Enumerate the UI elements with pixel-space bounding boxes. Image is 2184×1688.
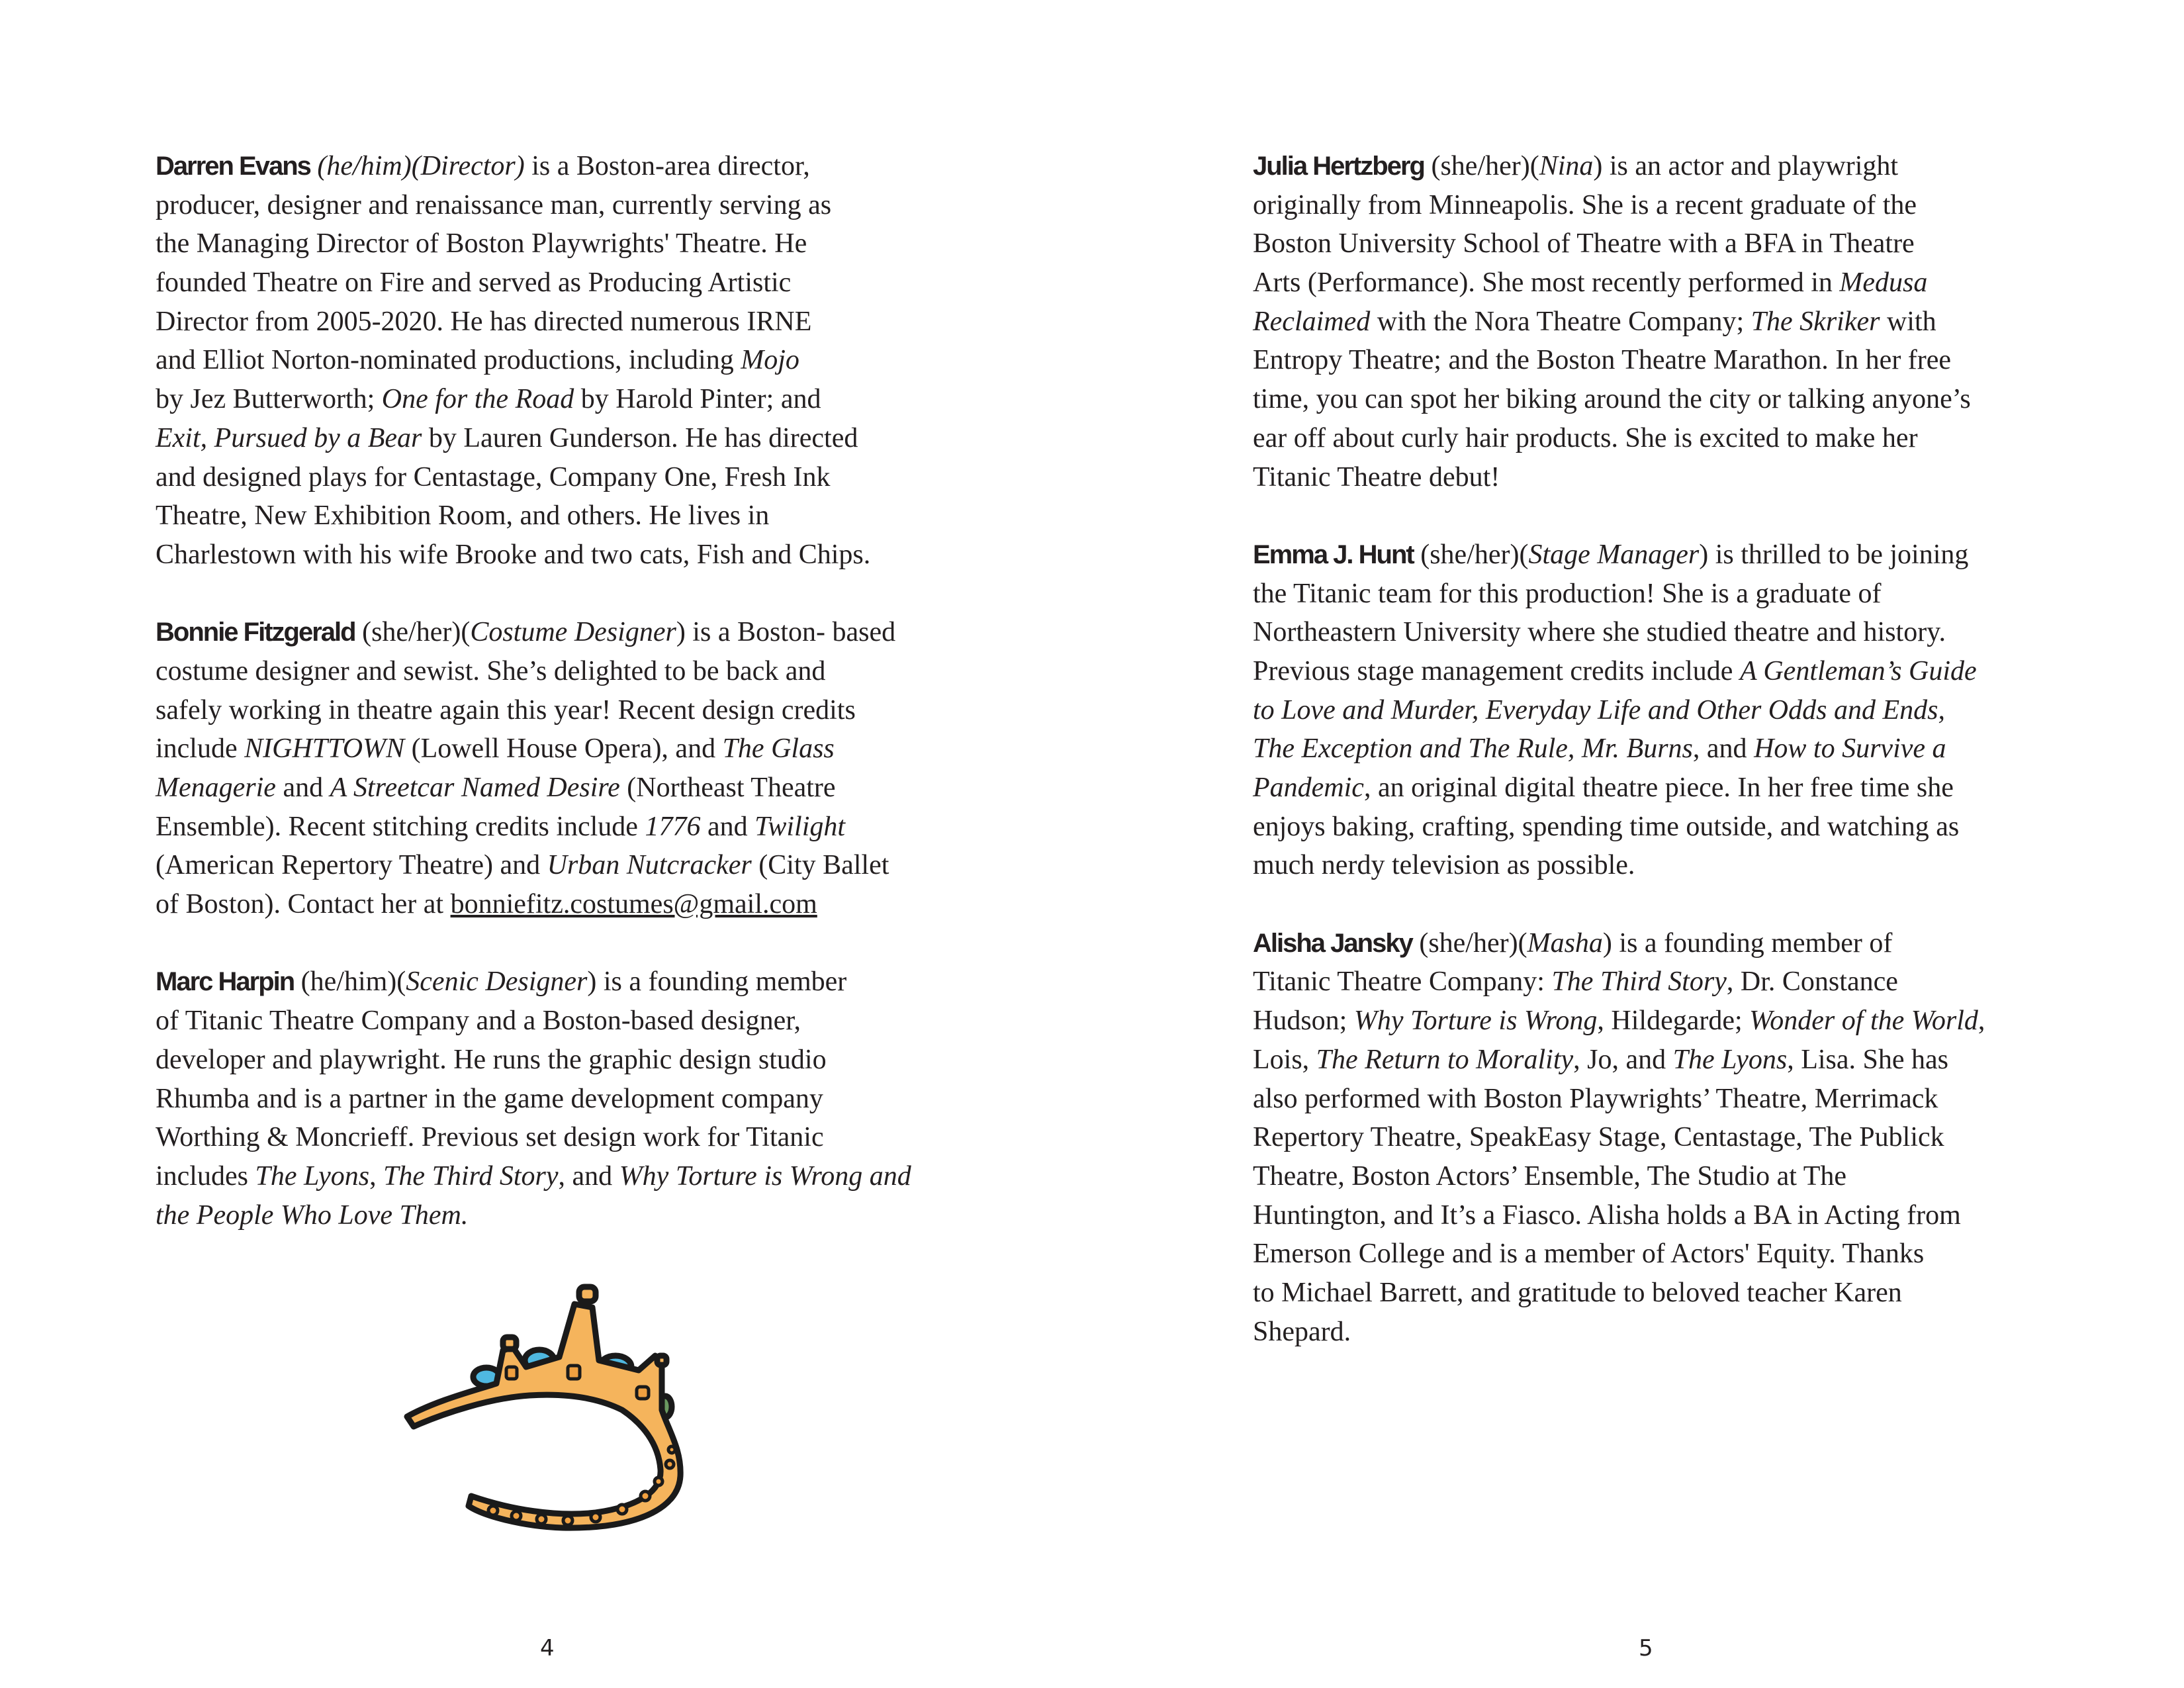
bio-text: Rhumba and is a partner in the game development company	[156, 1083, 823, 1114]
italic-title: The Third Story	[1551, 966, 1727, 998]
text-line	[1253, 613, 1985, 652]
bio-text: is a Boston-area director,	[524, 151, 810, 181]
text-line	[156, 729, 911, 769]
text-line	[156, 263, 911, 303]
text-line	[1253, 769, 1985, 808]
italic-title: Why Torture is Wrong	[1353, 1006, 1598, 1037]
text-line	[1253, 1157, 1985, 1196]
text-line	[1253, 808, 1985, 847]
italic-title: Menagerie	[156, 773, 276, 803]
text-line	[156, 769, 911, 808]
bio-emma-hunt	[1253, 536, 1985, 885]
text-line	[1253, 1041, 1985, 1080]
bio-text: (she/her)(	[355, 617, 471, 648]
italic-title: Urban Nutcracker	[547, 850, 752, 881]
italic-title: Costume Designer	[470, 617, 676, 648]
bio-text: ) is a Boston- based	[676, 617, 896, 648]
bio-text: and designed plays for Centastage, Company One, Fresh Ink	[156, 461, 831, 492]
bio-text: ) is thrilled to be joining	[1699, 539, 1969, 570]
page-number-left: 4	[540, 1635, 555, 1662]
italic-title: Mojo	[741, 345, 799, 376]
italic-title: Pandemic	[1253, 773, 1364, 803]
bio-text: (she/her)(	[1413, 539, 1529, 570]
bio-text: and	[700, 811, 755, 842]
text-line	[1253, 1235, 1985, 1274]
bio-text: Charlestown with his wife Brooke and two cats, Fish and Chips.	[156, 539, 871, 570]
italic-title: The Skriker	[1751, 306, 1880, 337]
text-line	[1253, 147, 1985, 186]
bio-text: Huntington, and It’s a Fiasco. Alisha holds a BA in Acting from	[1253, 1199, 1961, 1231]
bio-text: Northeastern University where she studied theatre and history.	[1253, 617, 1946, 648]
bio-text: and Elliot Norton-nominated productions, including	[156, 345, 741, 376]
text-line	[156, 1080, 911, 1119]
text-line	[1253, 1118, 1985, 1157]
text-line	[1253, 846, 1985, 885]
italic-title: 1776	[645, 811, 701, 842]
bio-text: Worthing & Moncrieff. Previous set design work for Titanic	[156, 1122, 824, 1153]
bio-text: Arts (Performance). She most recently performed in	[1253, 267, 1840, 299]
italic-title: The Glass	[722, 733, 835, 765]
italic-title: NIGHTTOWN	[244, 733, 405, 765]
bio-text: founded Theatre on Fire and served as Producing Artistic	[156, 267, 792, 299]
text-line	[156, 885, 911, 924]
text-line	[1253, 1002, 1985, 1041]
person-name: Marc Harpin	[156, 967, 295, 997]
text-line	[1253, 186, 1985, 225]
bio-text: of Titanic Theatre Company and a Boston-based designer,	[156, 1006, 801, 1037]
italic-title: Masha	[1527, 927, 1603, 959]
italic-title: The Lyons	[255, 1160, 370, 1192]
italic-title: How to Survive a	[1754, 733, 1946, 765]
text-line	[156, 380, 911, 419]
text-line	[156, 846, 911, 885]
bio-text: , and	[1692, 733, 1754, 765]
italic-title: to Love and Murder, Everyday Life and Other Odds and Ends,	[1253, 694, 1945, 726]
bio-text: the Titanic team for this production! She is a graduate of	[1253, 578, 1882, 609]
bio-text: Previous stage management credits include	[1253, 655, 1740, 686]
bio-text: , Dr. Constance	[1726, 966, 1898, 998]
bio-text: by Harold Pinter; and	[574, 384, 821, 415]
bio-text: with	[1880, 306, 1936, 337]
text-line	[1253, 1080, 1985, 1119]
page-number-right: 5	[1639, 1635, 1653, 1662]
bio-text: (he/him)(	[294, 966, 406, 998]
bio-text: ) is a founding member	[587, 966, 847, 998]
text-line	[1253, 341, 1985, 380]
person-name: Julia Hertzberg	[1253, 152, 1424, 181]
bio-text: include	[156, 733, 245, 765]
bio-text: enjoys baking, crafting, spending time outside, and watching as	[1253, 811, 1960, 842]
bio-text: Titanic Theatre debut!	[1253, 461, 1500, 492]
text-line	[1253, 924, 1985, 963]
text-line	[1253, 536, 1985, 575]
bio-text: Emerson College and is a member of Actors' Equity. Thanks	[1253, 1239, 1925, 1270]
bio-text: ) is an actor and playwright	[1593, 151, 1899, 181]
italic-title: A Streetcar Named Desire	[330, 773, 620, 803]
text-line	[1253, 691, 1985, 730]
italic-title: Scenic Designer	[406, 966, 588, 998]
italic-title: Wonder of the World	[1749, 1006, 1978, 1037]
italic-title: Nina	[1539, 151, 1594, 181]
text-line	[1253, 1313, 1985, 1352]
bio-text: ) is a founding member of	[1602, 927, 1893, 959]
bio-text: (she/her)(	[1412, 927, 1527, 959]
bio-text: by Lauren Gunderson. He has directed	[422, 422, 858, 453]
bio-text: Shepard.	[1253, 1316, 1351, 1347]
bio-text: safely working in theatre again this year! Recent design credits	[156, 694, 856, 726]
bio-text: Theatre, Boston Actors’ Ensemble, The Studio at The	[1253, 1160, 1846, 1192]
person-name: Alisha Jansky	[1253, 928, 1412, 958]
bio-text: developer and playwright. He runs the graphic design studio	[156, 1044, 827, 1075]
bio-text: Hudson;	[1253, 1006, 1354, 1037]
bio-bonnie-fitzgerald	[156, 613, 911, 924]
bio-text: originally from Minneapolis. She is a recent graduate of the	[1253, 189, 1917, 220]
bio-text: and	[275, 773, 330, 803]
bio-text: also performed with Boston Playwrights’ Theatre, Merrimack	[1253, 1083, 1938, 1114]
italic-title: Stage Manager	[1528, 539, 1700, 570]
italic-title: the People Who Love Them.	[156, 1199, 469, 1231]
italic-title: One for the Road	[381, 384, 574, 415]
text-line	[156, 1157, 911, 1196]
text-line	[156, 962, 911, 1002]
text-line	[156, 303, 911, 342]
email-link[interactable]: bonniefitz.costumes@gmail.com	[450, 889, 817, 920]
bio-text: , Lisa. She has	[1787, 1044, 1949, 1075]
bio-text: ear off about curly hair products. She is excited to make her	[1253, 422, 1918, 453]
text-line	[1253, 575, 1985, 614]
person-name: Darren Evans	[156, 152, 310, 181]
bio-text: Ensemble). Recent stitching credits include	[156, 811, 645, 842]
bio-text: (Lowell House Opera), and	[404, 733, 723, 765]
text-line	[1253, 419, 1985, 458]
text-line	[156, 652, 911, 691]
bio-julia-hertzberg	[1253, 147, 1985, 496]
italic-title: (he/him)(Director)	[310, 151, 525, 181]
bio-marc-harpin	[156, 962, 911, 1235]
text-line	[1253, 303, 1985, 342]
text-line	[156, 808, 911, 847]
text-line	[156, 1041, 911, 1080]
left-column	[156, 147, 911, 1274]
text-line	[156, 691, 911, 730]
bio-text: with the Nora Theatre Company;	[1370, 306, 1751, 337]
text-line	[156, 1196, 911, 1235]
italic-title: The Third Story	[383, 1160, 559, 1192]
text-line	[156, 1002, 911, 1041]
text-line	[156, 224, 911, 263]
bio-text: ,	[369, 1160, 384, 1192]
text-line	[1253, 652, 1985, 691]
text-line	[156, 1118, 911, 1157]
bio-text: of Boston). Contact her at	[156, 889, 451, 920]
italic-title: A Gentleman’s Guide	[1739, 655, 1977, 686]
italic-title: Reclaimed	[1253, 306, 1371, 337]
text-line	[156, 458, 911, 497]
bio-text: (City Ballet	[751, 850, 889, 881]
bio-text: , Hildegarde;	[1597, 1006, 1750, 1037]
italic-title: Exit, Pursued by a Bear	[156, 422, 422, 453]
italic-title: Medusa	[1839, 267, 1928, 299]
bio-text: Boston University School of Theatre with a BFA in Theatre	[1253, 228, 1915, 259]
bio-text: ,	[1978, 1006, 1985, 1037]
person-name: Emma J. Hunt	[1253, 539, 1414, 569]
bio-text: Repertory Theatre, SpeakEasy Stage, Centastage, The Publick	[1253, 1122, 1944, 1153]
bio-text: , an original digital theatre piece. In her free time she	[1363, 773, 1954, 803]
bio-text: by Jez Butterworth;	[156, 384, 382, 415]
text-line	[156, 613, 911, 652]
italic-title: The Return to Morality	[1316, 1044, 1574, 1075]
text-line	[156, 536, 911, 575]
italic-title: The Exception and The Rule, Mr. Burns	[1253, 733, 1693, 765]
bio-text: Lois,	[1253, 1044, 1316, 1075]
italic-title: Why Torture is Wrong and	[619, 1160, 911, 1192]
bio-text: costume designer and sewist. She’s delighted to be back and	[156, 655, 826, 686]
text-line	[1253, 380, 1985, 419]
text-line	[1253, 962, 1985, 1002]
text-line	[156, 496, 911, 536]
right-column	[1253, 147, 1985, 1390]
bio-text: time, you can spot her biking around the city or talking anyone’s	[1253, 384, 1971, 415]
text-line	[1253, 1274, 1985, 1313]
text-line	[156, 341, 911, 380]
text-line	[1253, 458, 1985, 497]
text-line	[1253, 224, 1985, 263]
bio-text: (American Repertory Theatre) and	[156, 850, 547, 881]
italic-title: The Lyons	[1672, 1044, 1788, 1075]
tiara-illustration-icon	[397, 1278, 702, 1549]
bio-text: Theatre, New Exhibition Room, and others. He lives in	[156, 500, 770, 532]
text-line	[1253, 1196, 1985, 1235]
bio-text: (Northeast Theatre	[619, 773, 836, 803]
bio-text: includes	[156, 1160, 255, 1192]
text-line	[156, 419, 911, 458]
text-line	[1253, 729, 1985, 769]
text-line	[156, 186, 911, 225]
text-line	[1253, 263, 1985, 303]
bio-text: Titanic Theatre Company:	[1253, 966, 1552, 998]
bio-text: the Managing Director of Boston Playwrights' Theatre. He	[156, 228, 807, 259]
text-line	[156, 147, 911, 186]
bio-text: producer, designer and renaissance man, currently serving as	[156, 189, 832, 220]
bio-text: , and	[558, 1160, 619, 1192]
italic-title: Twilight	[754, 811, 846, 842]
bio-text: to Michael Barrett, and gratitude to beloved teacher Karen	[1253, 1277, 1902, 1308]
bio-alisha-jansky	[1253, 924, 1985, 1352]
bio-text: much nerdy television as possible.	[1253, 850, 1635, 881]
bio-text: (she/her)(	[1424, 151, 1539, 181]
bio-text: Entropy Theatre; and the Boston Theatre Marathon. In her free	[1253, 345, 1952, 376]
bio-text: Director from 2005-2020. He has directed numerous IRNE	[156, 306, 812, 337]
person-name: Bonnie Fitzgerald	[156, 618, 355, 647]
bio-text: , Jo, and	[1573, 1044, 1673, 1075]
bio-darren-evans	[156, 147, 911, 575]
